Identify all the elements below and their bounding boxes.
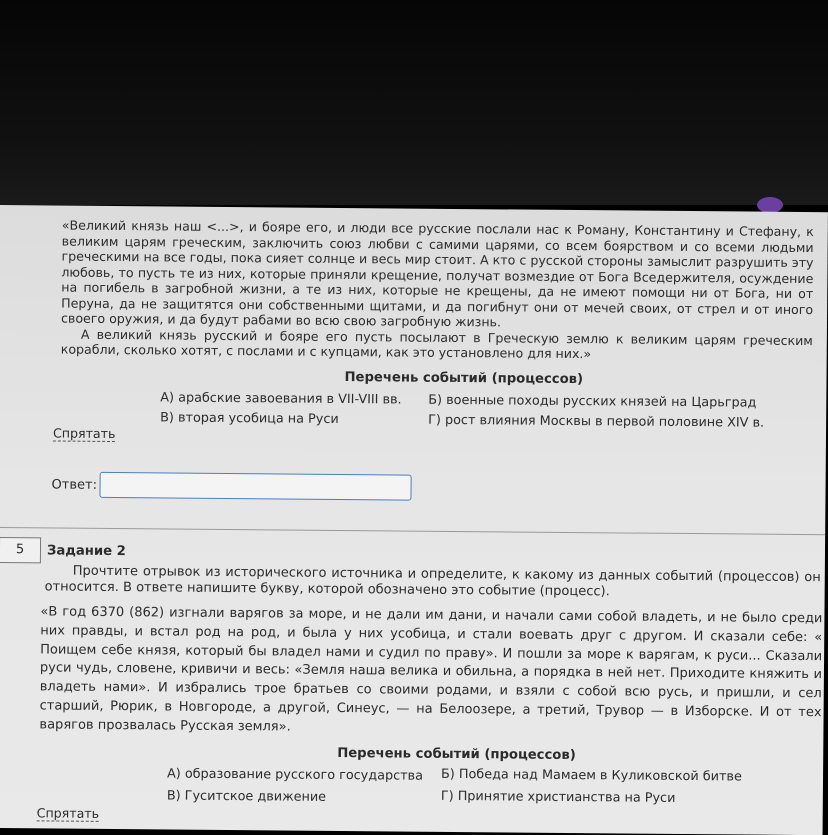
task2-option-b: Б) Победа над Мамаем в Куликовской битве [440,766,742,785]
task2-hide-link[interactable]: Спрятать [36,805,100,821]
monitor-bezel [0,0,828,205]
task1-events-title: Перечень событий (процессов) [344,370,584,388]
task1-quote-continuation: А великий князь русский и бояре его пусть посылают в Греческую землю к великим царям греческим корабли, сколько хотят, с послами и с купцами, как это установлено для них.» [60,326,813,362]
task2-quote: «В год 6370 (862) изгнали варягов за море, и не дали им дани, и начали сами собой владеть, и не было среди них правды, и встал род на род, и была у них усобица, и стали воевать друг с другом. И сказали себе: « Поищем себе князя, который бы владел нами и судил по праву». И пошли за море к варягам, к руси... Сказали руси чудь, словене, кривичи и весь: «Земля наша велика и обильна, а порядка в ней нет. Приходите княжить и владеть нами». И избрались трое братьев со своими родами, и взяли с собой всю русь, и пришли, и сел старший, Рюрик, в Новгороде, а другой, Синеус, — на Белоозере, а третий, Трувор — в Изборске. И от тех варягов прозвалась Русская земля». [39,604,823,735]
screen [0,205,828,835]
task1-hide-link[interactable]: Спрятать [52,425,116,442]
task1-option-v: В) вторая усобица на Руси [160,410,339,427]
task1-option-a: А) арабские завоевания в VII-VIII вв. [160,390,402,408]
task2-instruction-text: Прочтите отрывок из исторического источника и определите, к какому из данных событий (процессов) он относится. В ответе напишите букву, которой обозначено это событие (процесс). [44,563,821,600]
task2-option-v: В) Гуситское движение [166,788,327,805]
task2-events-title: Перечень событий (процессов) [337,745,576,764]
task2-option-g: Г) Принятие христианства на Руси [440,788,676,806]
task-divider [0,527,825,535]
task2-instruction [45,563,821,602]
task-number-badge: 5 [0,537,41,563]
task2-title: Задание 2 [46,543,126,560]
task2-option-a: А) образование русского государства [166,766,424,784]
answer-label: Ответ: [51,477,98,493]
task1-quote [61,218,814,364]
task1-quote-text: «Великий князь наш <...>, и бояре его, и люди все русские послали нас к Роману, Константину и Стефану, к великим царям греческим, заключить союз любви с самими царями, со всем боярством и со всеми людьми греческими на все годы, пока сияет солнце и весь мир стоит. А кто с русской стороны замыслит разрушить эту любовь, то пусть те из них, которые приняли крещение, получат возмездие от Бога Вседержителя, осуждение на погибель в загробной жизни, а те из них, которые не крещены, да не имеют помощи ни от Бога, ни от Перуна, да не защитятся они собственными щитами, и да погибнут они от мечей своих, от стрел и от иного своего оружия, и да будут рабами во всю свою загробную жизнь. [60,217,814,330]
task1-option-b: Б) военные походы русских князей на Царьград [428,392,757,411]
task1-option-g: Г) рост влияния Москвы в первой половине XIV в. [428,412,765,431]
answer-input[interactable] [99,472,411,501]
purple-indicator-icon [757,197,783,213]
